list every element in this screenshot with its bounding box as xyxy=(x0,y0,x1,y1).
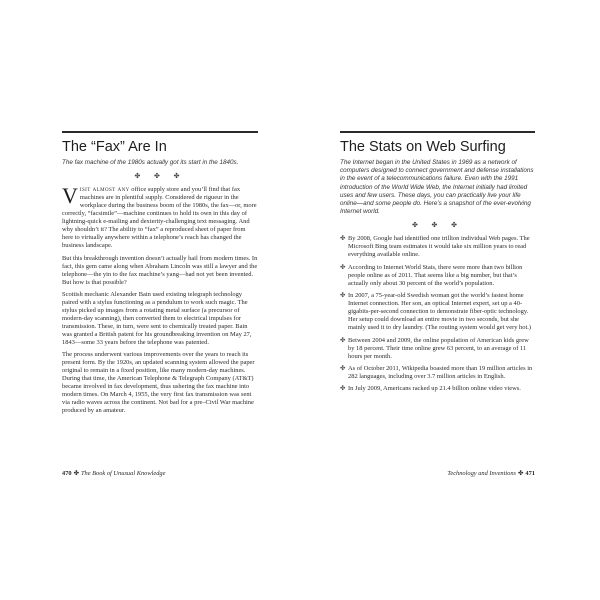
bullet-icon: ✤ xyxy=(340,235,346,243)
bullet-icon: ✤ xyxy=(340,292,346,300)
paragraph-3: Scottish mechanic Alexander Bain used existing telegraph technology paired with a stylus functioning as a pendulum to work such magic. The stylus picked up images from a rotating metal surface (a precursor of modern-day scanning), then converted them to electrical impulses for transmission. These, in turn, were sent to chemically treated paper. Bain was granted a British patent for his groundbreaking invention on May 27, 1843—some 33 years before the telephone was patented. xyxy=(62,290,252,346)
article-intro: The Internet began in the United States in 1969 as a network of computers designed to connect government and defense installations in the event of a telecommunications failure. Even with the 1991 introduction of the World Wide Web, the Internet initially had limited uses and few users. These days, you can practically live your life online—and some people do. Here’s a snapshot of the ever-evolving Internet world. xyxy=(340,159,534,216)
facts-list xyxy=(340,235,535,393)
footer-ornament-icon: ✤ xyxy=(73,470,79,477)
fact-text: According to Internet World Stats, there were more than two billion people online as of 2011. That seems like a big number, but that’s actually only about 30 percent of the world’s population. xyxy=(348,263,523,287)
bullet-icon: ✤ xyxy=(340,385,346,393)
title-rule xyxy=(62,131,258,133)
bullet-icon: ✤ xyxy=(340,263,346,271)
drop-cap: V xyxy=(62,183,78,209)
ornament-divider: ✤ ✤ ✤ xyxy=(411,221,464,230)
list-item xyxy=(340,264,535,288)
fact-text: As of October 2011, Wikipedia boasted more than 19 million articles in 282 languages, including over 3.7 million articles in English. xyxy=(348,364,533,380)
paragraph-2: But this breakthrough invention doesn’t actually hail from modern times. In fact, this gem came along when Abraham Lincoln was still a lawyer and the telephone—the yin to the fax machine’s yang—had not yet been invented. But how is that possible? xyxy=(62,254,258,286)
list-item xyxy=(340,365,535,381)
fact-text: In 2007, a 75-year-old Swedish woman got the world’s fastest home Internet connection. Her son, an optical Internet expert, set up a 40-gigabits-per-second connection to demonstrate fiber-optic technology. Her setup could download an entire movie in two seconds, but she mainly used it to dry laundry. (The routing system would get very hot.) xyxy=(348,292,532,332)
article-title: The “Fax” Are In xyxy=(62,139,167,155)
list-item xyxy=(340,235,535,259)
fact-text: Between 2004 and 2009, the online population of American kids grew by 18 percent. Their time online grew 63 percent, to an average of 11 hours per month. xyxy=(348,336,529,360)
bullet-icon: ✤ xyxy=(340,364,346,372)
fact-text: In July 2009, Americans racked up 21.4 billion online video views. xyxy=(348,385,521,393)
fact-text: By 2008, Google had identified one trillion individual Web pages. The Microsoft Bing team estimates it would take six million years to read everything available online. xyxy=(348,235,530,259)
list-item xyxy=(340,337,535,361)
paragraph-1-text: office supply store and you’ll find that fax machines are in plentiful supply. Considered de rigueur in the workplace during the business boom of the 1980s, the fax—or, more correctly, “facsimile”—machine continues to hold its own in this day of lightning-quick e-mailing and dexterity-challenging text messaging. And why shouldn’t it? The ability to “fax” a reproduced sheet of paper from here to virtually anywhere within a telephone’s reach has changed the business landscape. xyxy=(62,186,257,250)
book-title: The Book of Unusual Knowledge xyxy=(80,470,166,477)
paragraph-1 xyxy=(62,183,258,250)
right-footer xyxy=(447,470,535,478)
left-footer xyxy=(62,470,165,478)
right-page xyxy=(300,0,600,600)
article-subtitle: The fax machine of the 1980s actually got its start in the 1840s. xyxy=(62,159,239,166)
title-rule xyxy=(340,131,535,133)
section-title: Technology and Inventions xyxy=(447,470,517,477)
page-number: 470 xyxy=(62,470,72,477)
list-item xyxy=(340,292,535,332)
paragraph-4: The process underwent various improvements over the years to reach its present form. By the 1920s, an updated scanning system allowed the paper original to remain in a fixed position, like many modern-day machines. During that time, the American Telephone & Telegraph Company (AT&T) became involved in fax development, thus ushering the fax machine into modern times. On March 4, 1955, the very first fax transmission was sent via radio waves across the continent. Not bad for a pre–Civil War machine produced by an amateur. xyxy=(62,351,255,415)
footer-ornament-icon: ✤ xyxy=(518,470,524,477)
bullet-icon: ✤ xyxy=(340,336,346,344)
lead-caps: isit almost any xyxy=(79,186,130,194)
right-article xyxy=(340,131,535,398)
article-title: The Stats on Web Surfing xyxy=(340,139,506,155)
left-article xyxy=(62,131,258,420)
list-item xyxy=(340,385,535,393)
page-number: 471 xyxy=(525,470,535,477)
ornament-divider: ✤ ✤ ✤ xyxy=(134,172,186,181)
